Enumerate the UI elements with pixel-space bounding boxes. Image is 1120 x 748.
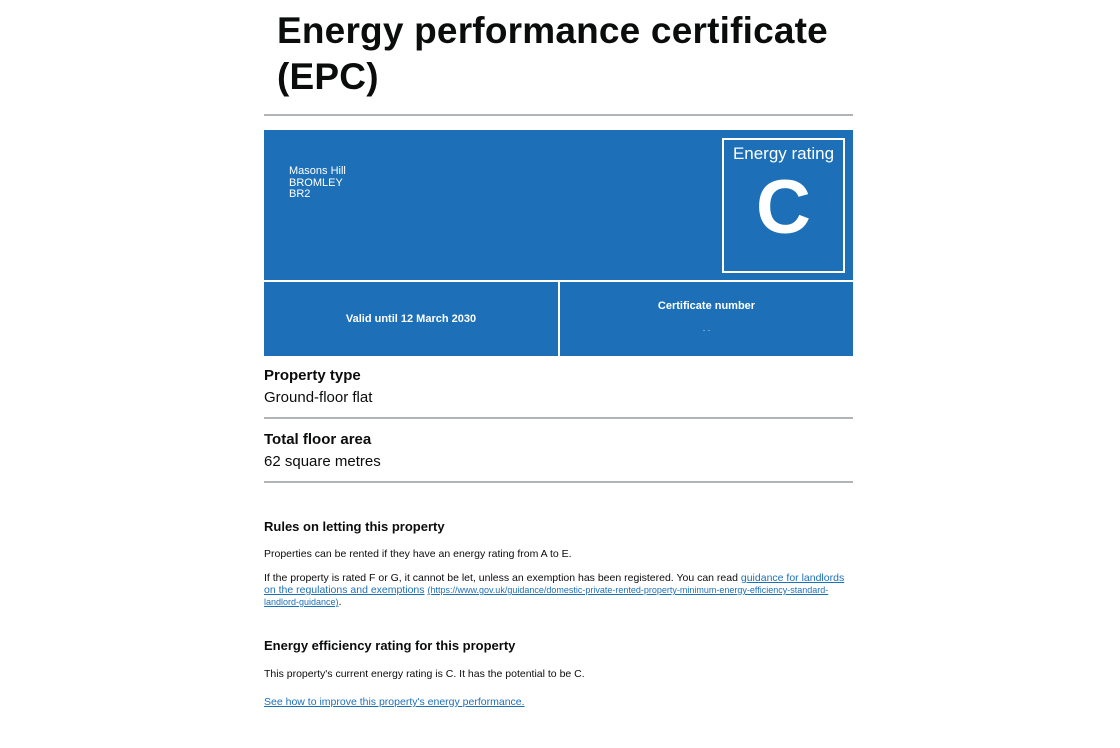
property-type-value: Ground-floor flat — [264, 389, 373, 406]
efficiency-rating-heading: Energy efficiency rating for this property — [264, 638, 516, 653]
landlord-guidance-link[interactable]: guidance for landlords on the regulations and exemptions — [264, 572, 845, 596]
improve-paragraph — [264, 696, 854, 708]
property-address — [289, 166, 346, 201]
energy-rating-label: Energy rating — [732, 144, 835, 163]
letting-rules-paragraph-1: Properties can be rented if they have an energy rating from A to E. — [264, 548, 572, 560]
floor-area-label: Total floor area — [264, 431, 372, 448]
floor-area-divider — [264, 481, 853, 483]
address-line-town: BROMLEY — [289, 176, 343, 189]
property-type-divider — [264, 417, 853, 419]
letting-rules-heading: Rules on letting this property — [264, 519, 445, 534]
property-type-label: Property type — [264, 367, 361, 384]
energy-rating-letter: C — [756, 165, 811, 250]
page-title: Energy performance certificate (EPC) — [277, 10, 828, 97]
energy-rating-box — [722, 138, 845, 273]
letting-rules-paragraph-2 — [264, 572, 854, 608]
floor-area-value: 62 square metres — [264, 453, 381, 470]
certificate-summary-panel — [264, 130, 853, 280]
improve-performance-link[interactable]: See how to improve this property's energy performance. — [264, 696, 525, 708]
title-divider — [264, 114, 853, 116]
valid-until-text: Valid until 12 March 2030 — [345, 313, 477, 325]
certificate-number-label: Certificate number — [657, 300, 756, 312]
validity-panel — [264, 282, 558, 356]
landlord-guidance-url[interactable]: (https://www.gov.uk/guidance/domestic-private-rented-property-minimum-energy-efficiency-standard-landlord-guidance) — [264, 585, 829, 607]
certificate-number-panel — [560, 282, 853, 356]
letting-rules-text: If the property is rated F or G, it cannot be let, unless an exemption has been registered. You can read — [264, 572, 741, 584]
certificate-number-value: . . — [702, 323, 711, 333]
efficiency-rating-paragraph: This property's current energy rating is C. It has the potential to be C. — [264, 668, 585, 680]
address-line-street: Masons Hill — [289, 165, 346, 177]
address-line-postcode: BR2 — [289, 188, 311, 200]
letting-rules-end: . — [338, 596, 342, 608]
